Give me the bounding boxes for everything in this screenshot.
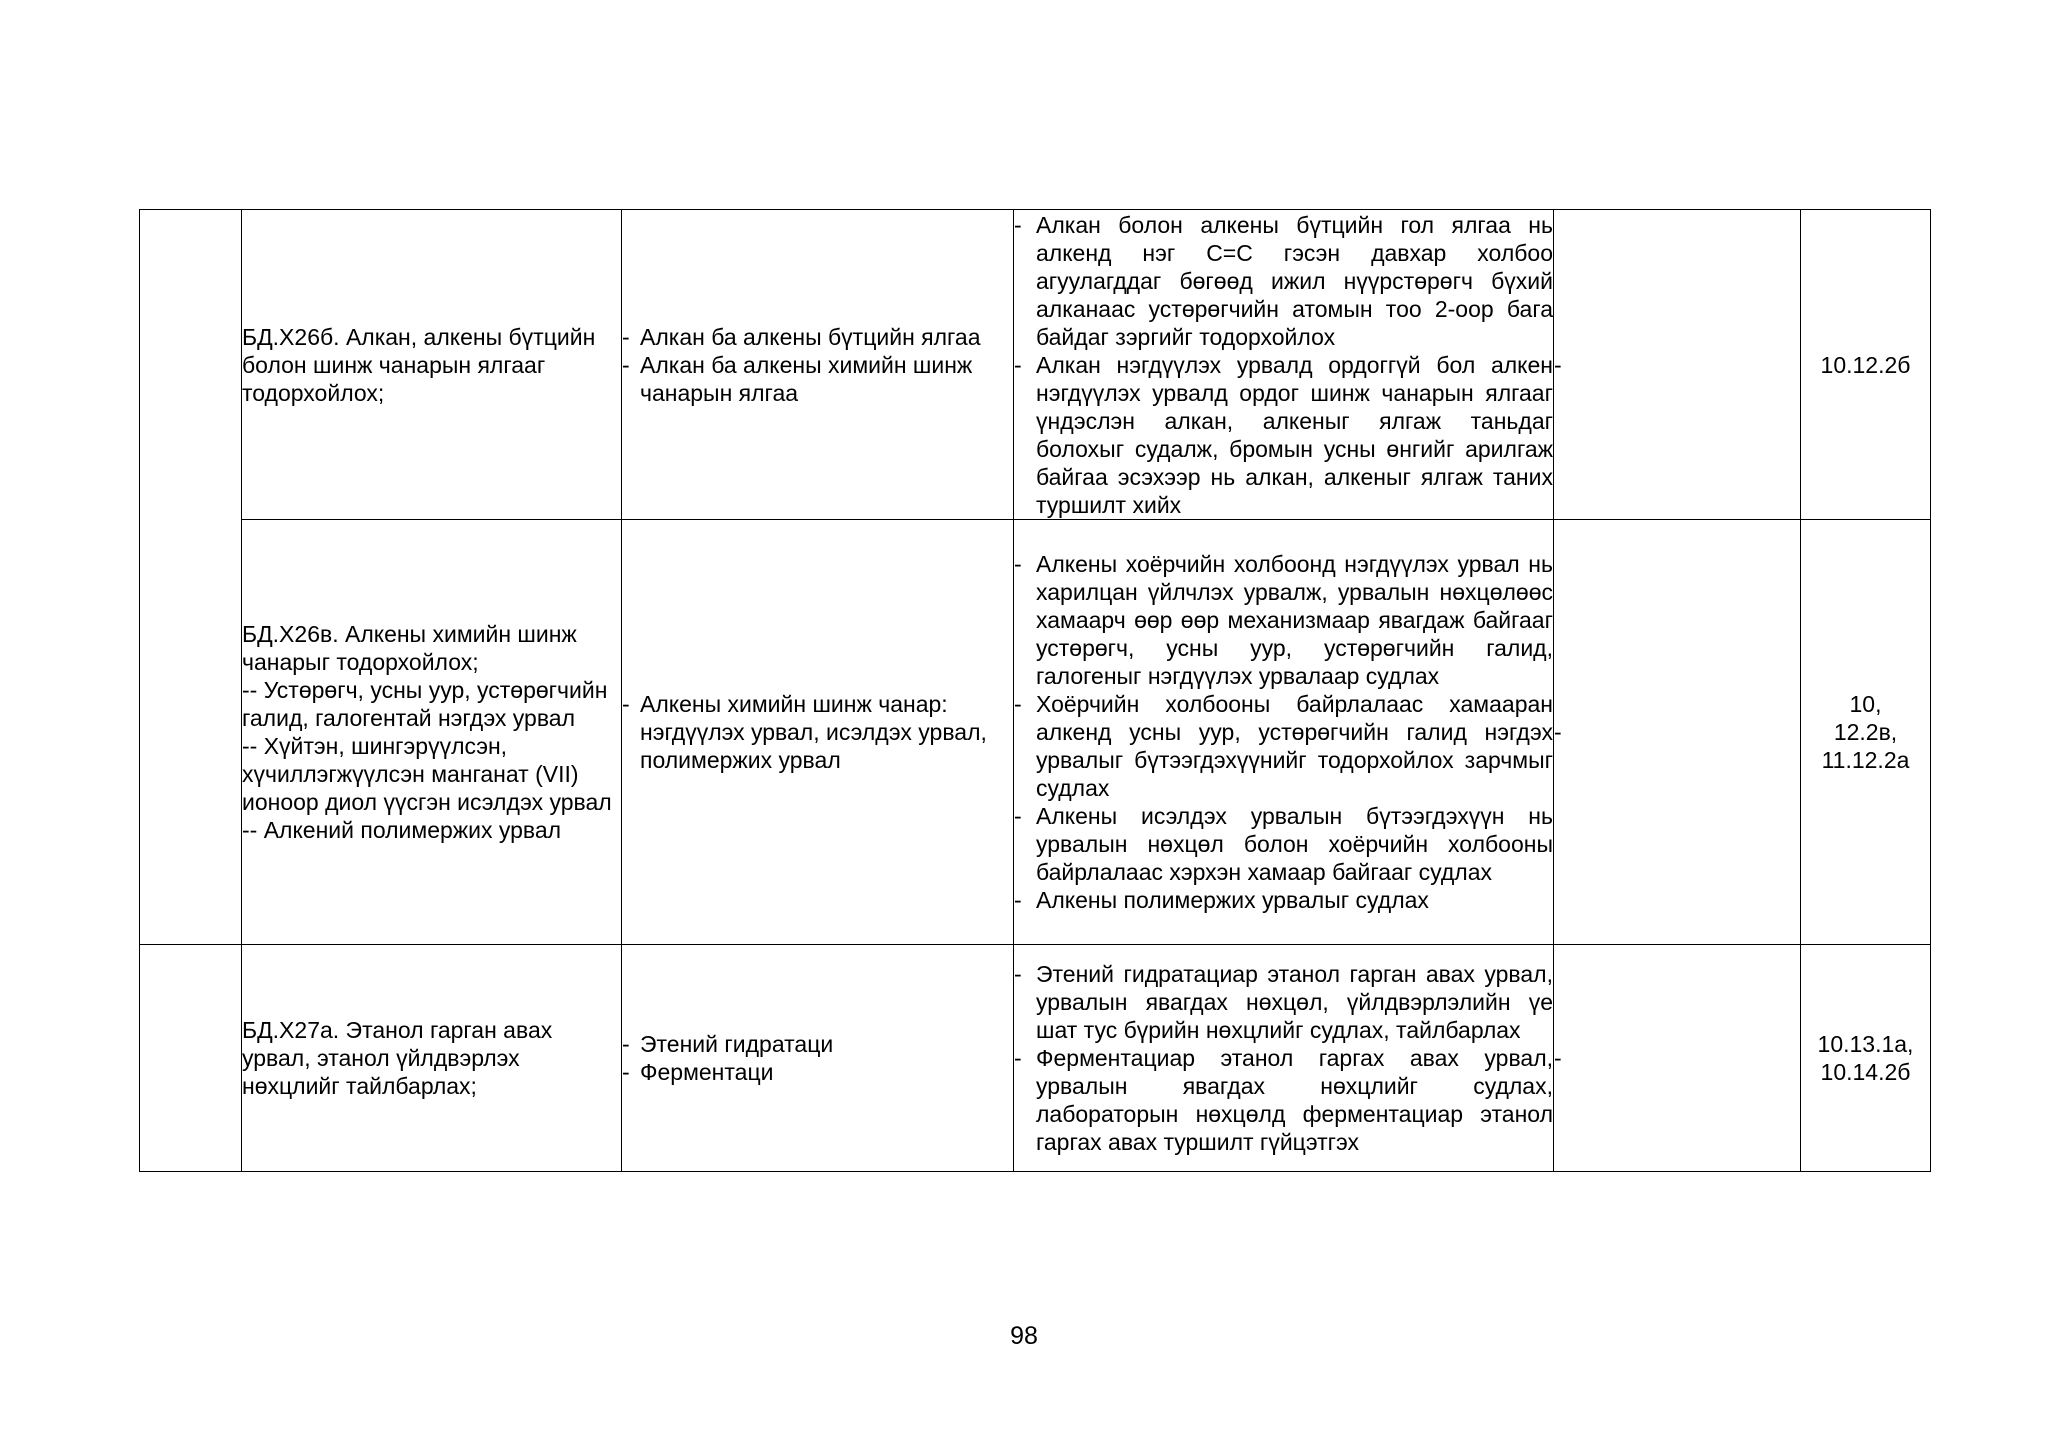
reference-cell <box>1801 945 1931 1172</box>
list-item: - Алкены исэлдэх урвалын бүтээгдэхүүн нь урвалын нөхцөл болон хоёрчийн холбооны байрлалаас хэрхэн хамаар байгааг судлах <box>1014 802 1553 886</box>
description-list <box>1014 211 1553 519</box>
reference-text <box>1801 690 1930 774</box>
strand-cell <box>140 945 242 1172</box>
objective-line: -- Алкений полимержих урвал <box>242 817 562 843</box>
page-number: 98 <box>1010 1322 1038 1350</box>
reference-line: 10, <box>1849 691 1882 717</box>
reference-line: 12.2в, <box>1833 719 1898 745</box>
table-row <box>140 210 1931 520</box>
list-item: - Алкены химийн шинж чанар: нэгдүүлэх урвал, исэлдэх урвал, полимержих урвал <box>622 690 1013 774</box>
content-list <box>622 690 1013 774</box>
reference-text: 10.12.2б <box>1820 351 1911 378</box>
content-cell <box>622 520 1014 945</box>
description-cell <box>1014 210 1554 520</box>
reference-line: 11.12.2а <box>1821 747 1910 773</box>
objective-line: -- Устөрөгч, усны уур, устөрөгчийн галид, галогентай нэгдэх урвал <box>242 677 608 731</box>
reference-line: 10.14.2б <box>1820 1059 1911 1085</box>
extra-cell <box>1554 945 1801 1172</box>
list-item: - Ферментаци <box>622 1058 1013 1086</box>
content-list <box>622 1030 1013 1086</box>
table-row <box>140 520 1931 945</box>
extra-cell <box>1554 210 1801 520</box>
reference-line: 10.13.1а, <box>1817 1031 1914 1057</box>
curriculum-table <box>139 209 1931 1172</box>
extra-text: - <box>1554 1045 1562 1071</box>
objective-text <box>242 620 621 844</box>
extra-cell <box>1554 520 1801 945</box>
description-list <box>1014 960 1553 1156</box>
description-cell <box>1014 520 1554 945</box>
reference-text <box>1801 1030 1930 1086</box>
list-item: - Хоёрчийн холбооны байрлалаас хамааран алкенд усны уур, устөрөгчийн галид нэгдэх урвалыг бүтээгдэхүүнийг тодорхойлох зарчмыг судлах <box>1014 690 1553 802</box>
content-list <box>622 323 1013 407</box>
description-list <box>1014 550 1553 914</box>
list-item: - Ферментациар этанол гаргах авах урвал, урвалын явагдах нөхцлийг судлах, лабораторын нөхцөлд ферментациар этанол гаргах авах туршилт гүйцэтгэх <box>1014 1044 1553 1156</box>
list-item: - Алкан болон алкены бүтцийн гол ялгаа нь алкенд нэг C=C гэсэн давхар холбоо агуулагддаг бөгөөд ижил нүүрстөрөгч бүхий алканаас устөрөгчийн атомын тоо 2-оор бага байдаг зэргийг тодорхойлох <box>1014 211 1553 351</box>
reference-cell <box>1801 520 1931 945</box>
content-cell <box>622 945 1014 1172</box>
extra-text: - <box>1554 719 1562 745</box>
extra-text: - <box>1554 351 1562 378</box>
objective-cell <box>242 520 622 945</box>
table-row <box>140 945 1931 1172</box>
objective-cell <box>242 945 622 1172</box>
list-item: - Алкены полимержих урвалыг судлах <box>1014 886 1553 914</box>
content-cell <box>622 210 1014 520</box>
objective-cell <box>242 210 622 520</box>
list-item: - Этений гидратаци <box>622 1030 1013 1058</box>
list-item: - Алкены хоёрчийн холбоонд нэгдүүлэх урвал нь харилцан үйлчлэх урвалж, урвалын нөхцөлөөс хамаарч өөр өөр механизмаар явагдаж байгааг устөрөгч, усны уур, устөрөгчийн галид, галогеныг нэгдүүлэх урвалаар судлах <box>1014 550 1553 690</box>
list-item: - Алкан ба алкены химийн шинж чанарын ялгаа <box>622 351 1013 407</box>
objective-line: БД.Х26в. Алкены химийн шинж чанарыг тодорхойлох; <box>242 621 577 675</box>
reference-cell <box>1801 210 1931 520</box>
list-item: - Алкан ба алкены бүтцийн ялгаа <box>622 323 1013 351</box>
list-item: - Алкан нэгдүүлэх урвалд ордоггүй бол алкен нэгдүүлэх урвалд ордог шинж чанарын ялгааг үндэслэн алкан, алкеныг ялгаж таньдаг болохыг судалж, бромын усны өнгийг арилгаж байгаа эсэхээр нь алкан, алкеныг ялгаж таних туршилт хийх <box>1014 351 1553 519</box>
objective-line: -- Хүйтэн, шингэрүүлсэн, хүчиллэгжүүлсэн манганат (VII) ионоор диол үүсгэн исэлдэх урвал <box>242 733 612 815</box>
objective-text: БД.Х27а. Этанол гарган авах урвал, этанол үйлдвэрлэх нөхцлийг тайлбарлах; <box>242 1017 553 1099</box>
strand-cell-empty <box>140 210 242 945</box>
objective-text: БД.Х26б. Алкан, алкены бүтцийн болон шинж чанарын ялгааг тодорхойлох; <box>242 323 596 406</box>
description-cell <box>1014 945 1554 1172</box>
list-item: - Этений гидратациар этанол гарган авах урвал, урвалын явагдах нөхцөл, үйлдвэрлэлийн үе шат тус бүрийн нөхцлийг судлах, тайлбарлах <box>1014 960 1553 1044</box>
